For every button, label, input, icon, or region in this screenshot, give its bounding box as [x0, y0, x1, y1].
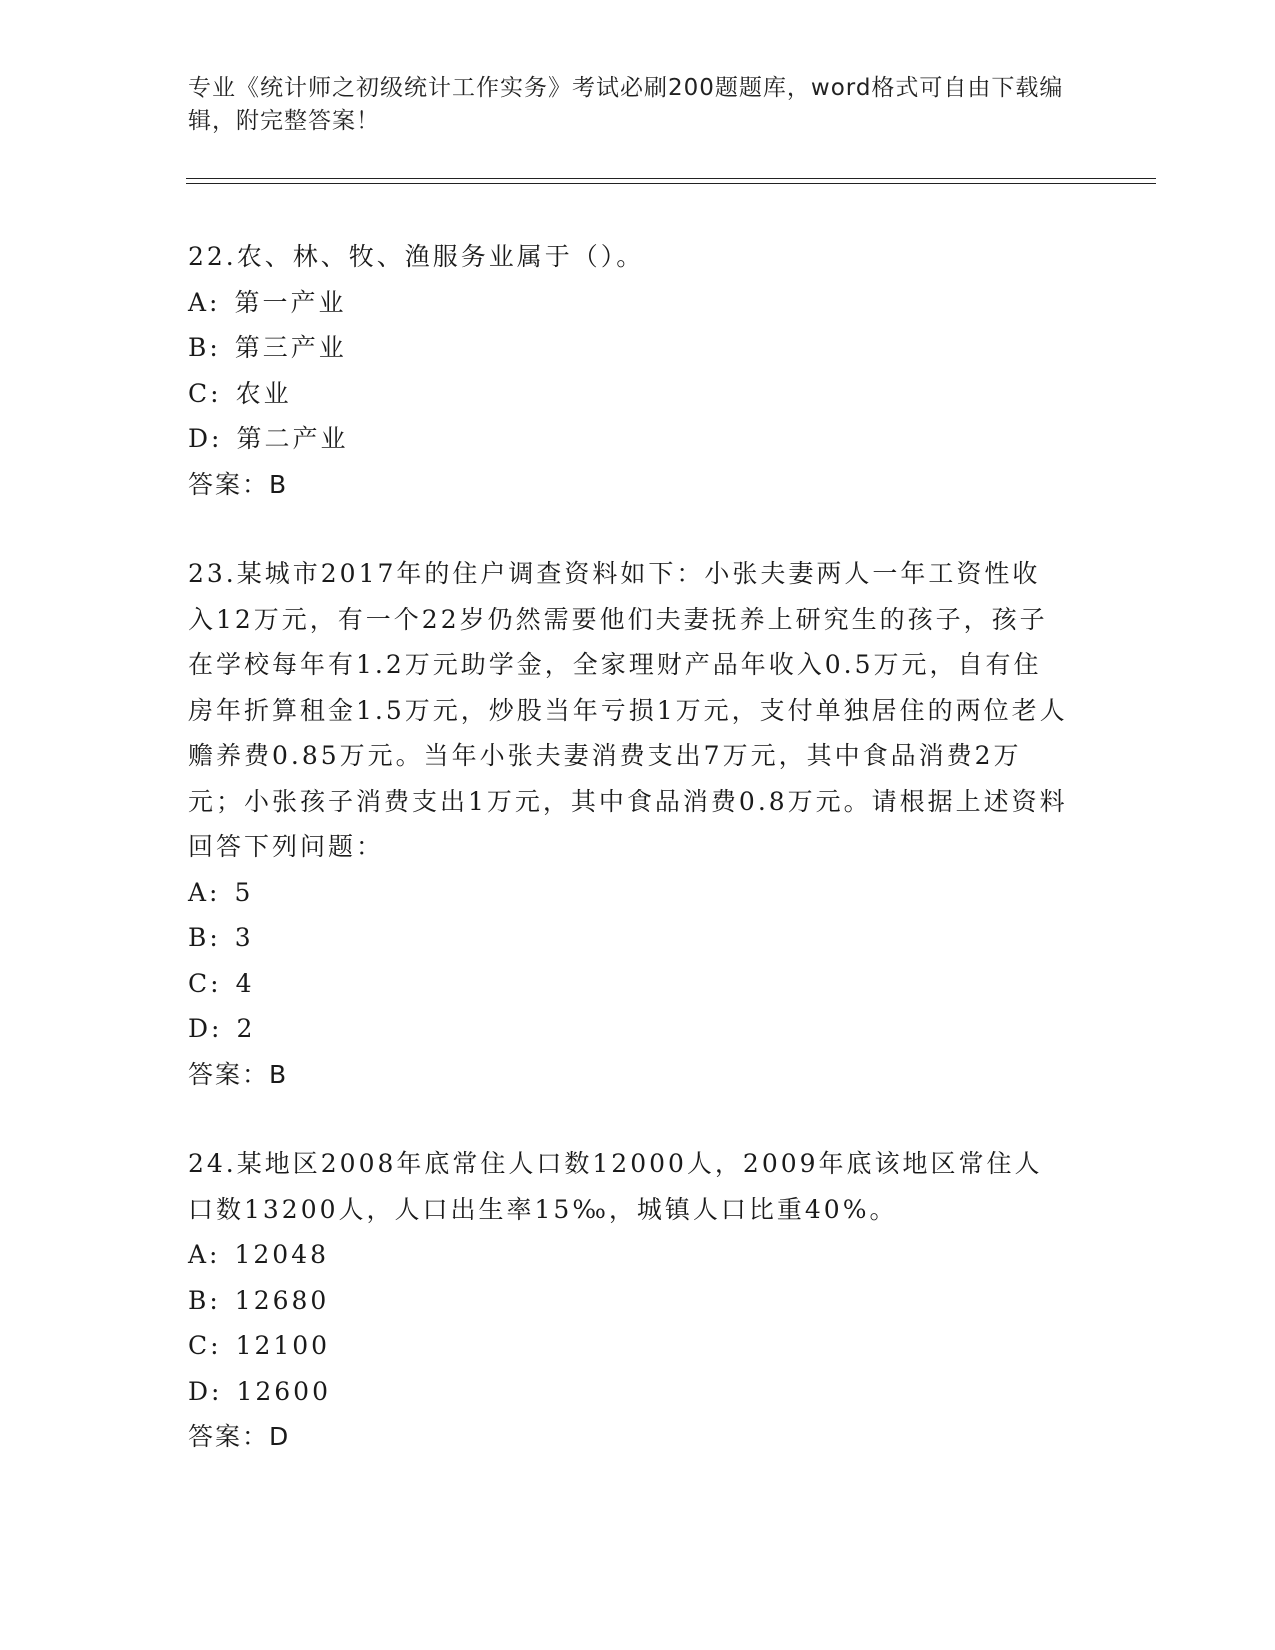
- option-a: [188, 870, 1068, 916]
- option-text: 2: [236, 1014, 256, 1043]
- option-d: [188, 1369, 1068, 1415]
- option-text: 4: [235, 968, 255, 998]
- option-label: D:: [188, 424, 223, 453]
- option-a: [188, 280, 1068, 326]
- option-label: A:: [188, 1240, 221, 1269]
- option-c: [188, 961, 1068, 1007]
- answer: 答案：B: [188, 1059, 289, 1089]
- option-label: C:: [188, 1331, 222, 1360]
- option-c: [188, 371, 1068, 417]
- option-label: B:: [188, 1285, 221, 1315]
- option-label: C:: [188, 378, 222, 408]
- option-label: D:: [188, 1014, 223, 1043]
- option-b: [188, 915, 1068, 961]
- answer: 答案：B: [188, 469, 289, 499]
- option-label: D:: [188, 1376, 223, 1406]
- option-label: B:: [188, 333, 221, 362]
- option-label: A:: [188, 877, 221, 907]
- option-text: 第一产业: [234, 287, 347, 317]
- question-24: [188, 1141, 1068, 1460]
- question-22: [188, 234, 1068, 507]
- question-stem: 23.某城市2017年的住户调查资料如下：小张夫妻两人一年工资性收入12万元，有一个22岁仍然需要他们夫妻抚养上研究生的孩子，孩子在学校每年有1.2万元助学金，全家理财产品年收入0.5万元，自有住房年折算租金1.5万元，炒股当年亏损1万元，支付单独居住的两位老人赡养费0.85万元。当年小张夫妻消费支出7万元，其中食品消费2万元；小张孩子消费支出1万元，其中食品消费0.8万元。请根据上述资料回答下列问题：: [188, 559, 1068, 861]
- option-c: [188, 1323, 1068, 1369]
- document-header: 专业《统计师之初级统计工作实务》考试必刷200题题库，word格式可自由下载编辑，附完整答案！: [188, 75, 1064, 134]
- option-text: 3: [234, 923, 254, 952]
- option-label: A:: [188, 287, 221, 317]
- option-text: 12680: [234, 1285, 330, 1315]
- option-d: [188, 1006, 1068, 1052]
- option-text: 5: [234, 877, 254, 907]
- question-23: [188, 551, 1068, 1097]
- answer: 答案：D: [188, 1422, 291, 1451]
- question-stem: 24.某地区2008年底常住人口数12000人，2009年底该地区常住人口数13200人，人口出生率15‰，城镇人口比重40%。: [188, 1149, 1043, 1224]
- option-b: [188, 325, 1068, 371]
- option-text: 第二产业: [236, 424, 349, 453]
- question-stem: 22.农、林、牧、渔服务业属于（）。: [188, 242, 645, 271]
- option-text: 12600: [236, 1376, 331, 1406]
- option-text: 12100: [235, 1331, 331, 1360]
- option-text: 第三产业: [234, 333, 347, 362]
- header-rule-top: [186, 178, 1156, 179]
- option-d: [188, 416, 1068, 462]
- option-text: 农业: [235, 378, 292, 408]
- option-a: [188, 1232, 1068, 1278]
- option-label: B:: [188, 923, 221, 952]
- option-b: [188, 1278, 1068, 1324]
- header-rule-bottom: [186, 183, 1156, 184]
- option-label: C:: [188, 968, 222, 998]
- option-text: 12048: [234, 1240, 330, 1269]
